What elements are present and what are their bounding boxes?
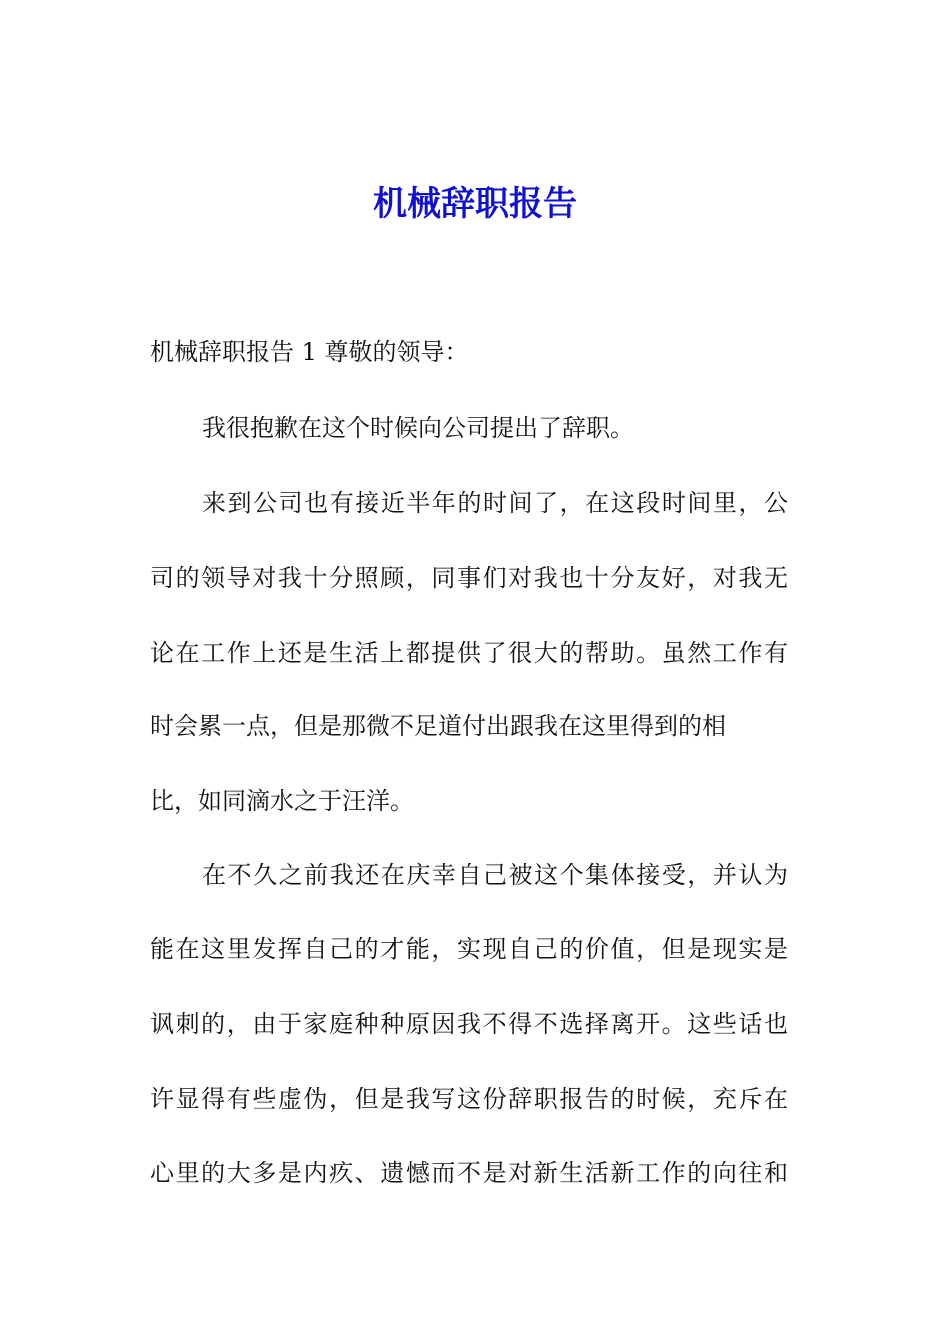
paragraph-2-line-1: 来到公司也有接近半年的时间了，在这段时间里，公 [202,489,788,517]
paragraph-3-line-4: 许显得有些虚伪，但是我写这份辞职报告的时候，充斥在 [150,1085,788,1113]
document-title: 机械辞职报告 [373,184,577,224]
paragraph-2-line-2: 司的领导对我十分照顾，同事们对我也十分友好，对我无 [150,564,788,592]
paragraph-2-line-3: 论在工作上还是生活上都提供了很大的帮助。虽然工作有 [150,639,788,667]
paragraph-1-line-1: 我很抱歉在这个时候向公司提出了辞职。 [202,414,634,442]
paragraph-2-line-5: 比，如同滴水之于汪洋。 [150,787,414,815]
paragraph-3-line-5: 心里的大多是内疚、遗憾而不是对新生活新工作的向往和 [150,1159,788,1187]
paragraph-3-line-2: 能在这里发挥自己的才能，实现自己的价值，但是现实是 [150,935,788,963]
paragraph-3-line-3: 讽刺的，由于家庭种种原因我不得不选择离开。这些话也 [150,1010,788,1038]
paragraph-2-line-4: 时会累一点，但是那微不足道付出跟我在这里得到的相 [150,712,726,740]
paragraph-3-line-1: 在不久之前我还在庆幸自己被这个集体接受，并认为 [202,861,788,889]
salutation-line: 机械辞职报告 1 尊敬的领导： [150,338,469,366]
